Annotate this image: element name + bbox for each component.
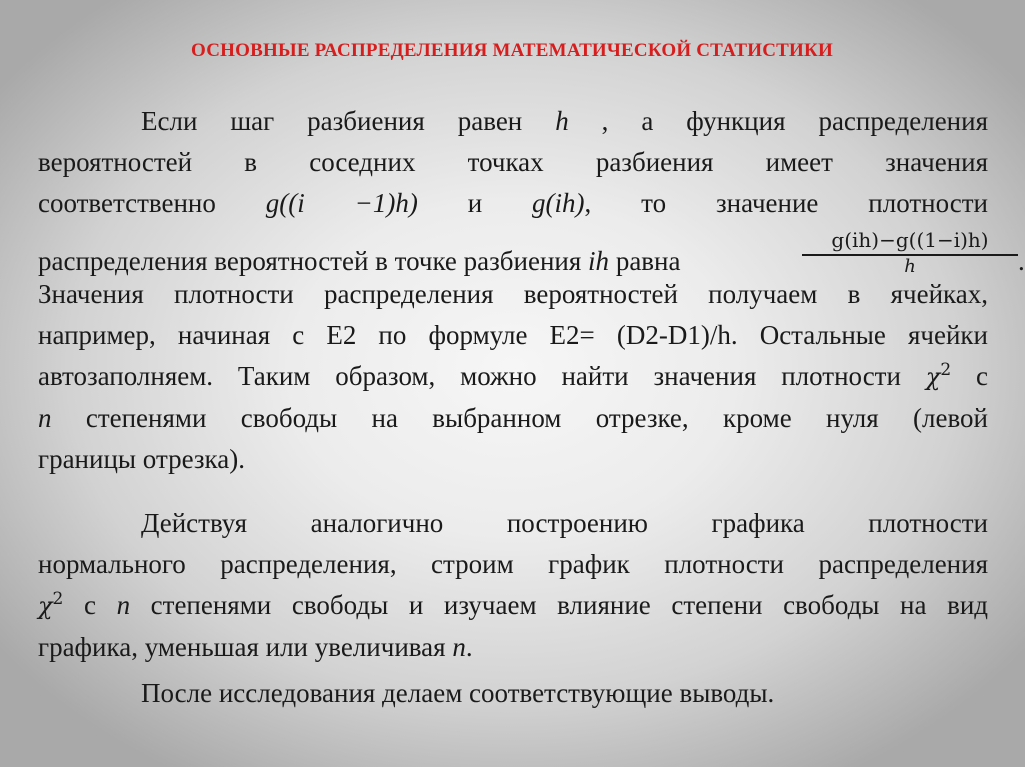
- p1-line-9: границы отрезка).: [38, 444, 245, 474]
- p1-line-5: Значения плотности распределения вероятностей получаем в ячейках,: [38, 279, 988, 309]
- var-h: h: [555, 106, 569, 136]
- p1-line-4: распределения вероятностей в точке разбиения ih равна $\frac{g(ih)-g((1-i)h)}{h}$ .: [38, 224, 988, 274]
- var-ih: ih: [588, 246, 610, 276]
- p2-line-2: нормального распределения, строим график плотности распределения: [38, 549, 988, 579]
- conclusion-text: После исследования делаем соответствующие выводы.: [141, 678, 775, 708]
- p1-line-8: n степенями свободы на выбранном отрезке, кроме нуля (левой: [38, 403, 988, 433]
- paragraph-1: [38, 101, 1025, 480]
- fraction-numerator: g(ih)−g((1−i)h): [802, 224, 1018, 256]
- formula-g-prev: g((i −1)h): [265, 188, 418, 218]
- p1-line-3: соответственно g((i −1)h) и g(ih), то значение плотности: [38, 188, 989, 218]
- var-n: n: [116, 590, 131, 620]
- p2-line-1: Действуя аналогично построению графика плотности: [141, 508, 988, 538]
- p2-line-3: $\chi^2$ с n степенями свободы и изучаем влияние степени свободы на вид: [38, 589, 989, 620]
- var-n: n: [452, 632, 466, 662]
- paragraph-3: [38, 673, 988, 714]
- formula-g-cur: g(ih): [532, 188, 585, 218]
- p1-line-6: например, начиная с E2 по формуле E2= (D2-D1)/h. Остальные ячейки: [38, 320, 988, 350]
- var-n: n: [38, 403, 52, 433]
- p1-line-2: вероятностей в соседних точках разбиения имеет значения: [38, 147, 988, 177]
- chi-square-symbol: $\chi^2$: [925, 360, 952, 391]
- p2-line-4: графика, уменьшая или увеличивая n.: [38, 632, 473, 662]
- slide-title: ОСНОВНЫЕ РАСПРЕДЕЛЕНИЯ МАТЕМАТИЧЕСКОЙ СТАТИСТИКИ: [191, 40, 833, 61]
- p1-line-7: автозаполняем. Таким образом, можно найти значения плотности $\chi^2$ с: [38, 360, 989, 391]
- density-fraction: [802, 224, 1018, 278]
- paragraph-2: [38, 503, 988, 668]
- chi-square-symbol: $\chi^2$: [38, 589, 64, 620]
- fraction-denominator: h: [904, 256, 916, 277]
- p1-line-1: Если шаг разбиения равен h , а функция распределения: [141, 106, 988, 136]
